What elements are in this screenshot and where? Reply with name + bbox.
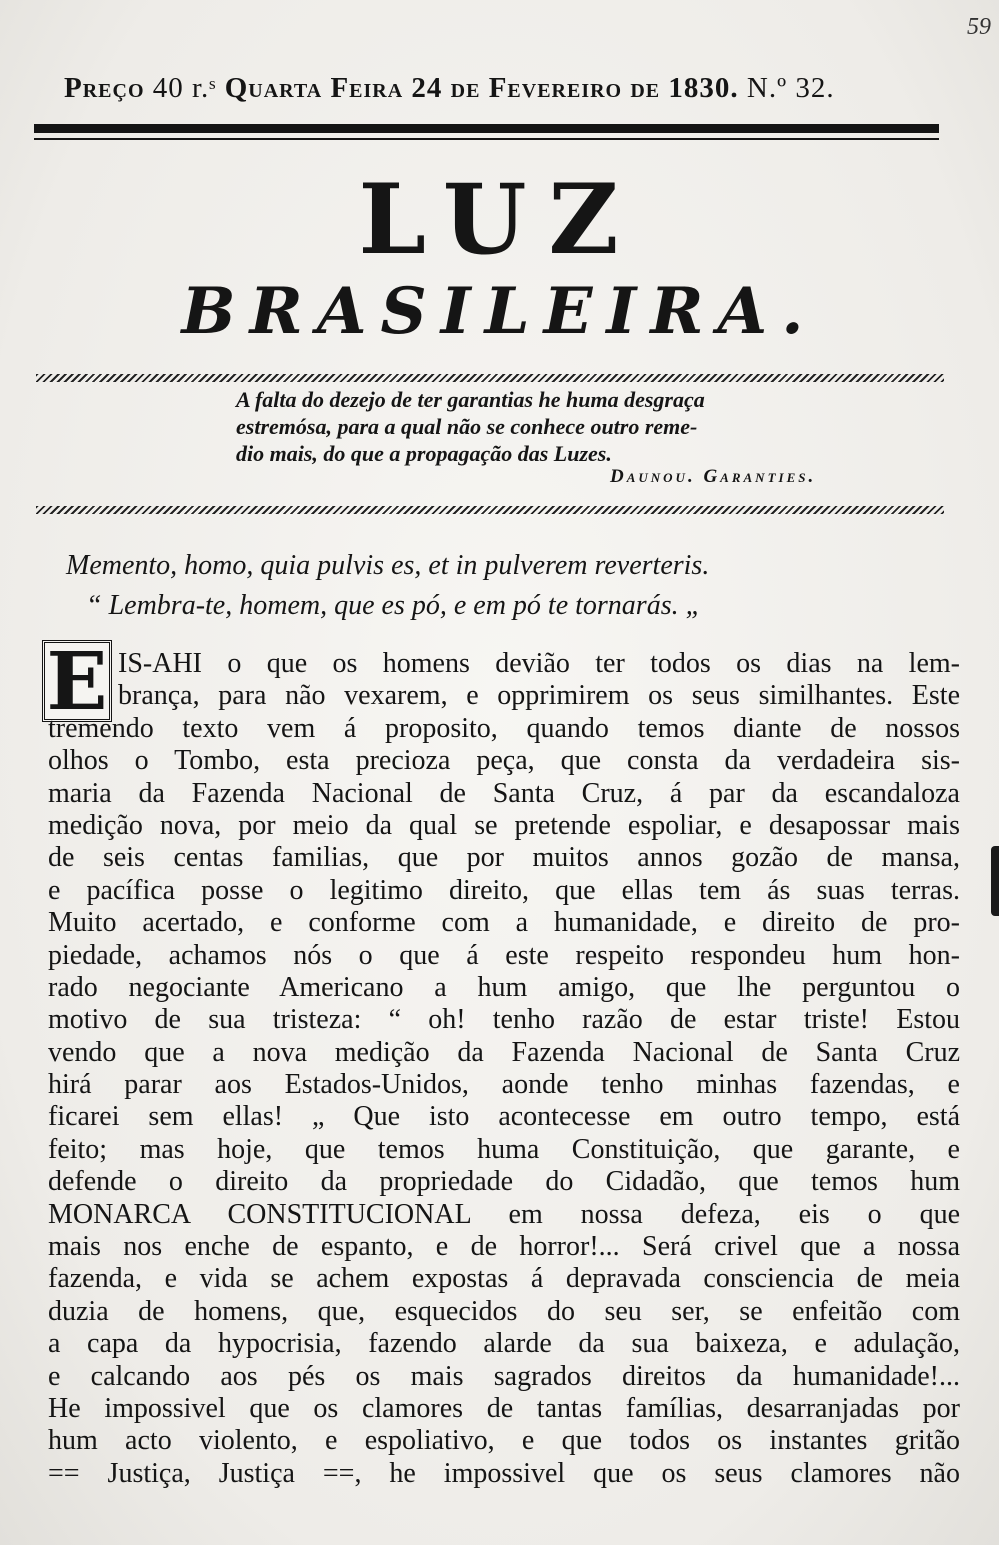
article-line: vendo que a nova medição da Fazenda Nacional de Santa Cruz [48,1036,960,1068]
masthead-title-luz: LUZ [358,163,641,276]
article-dropcap: E [42,640,112,722]
article-line: de seis centas familias, que por muitos annos gozão de mansa, [48,842,960,874]
article-line: e pacífica posse o legitimo direito, que ellas tem ás suas terras. [48,874,960,906]
article-line: duzia de homens, que, esquecidos do seu ser, se enfeitão com [48,1295,960,1327]
epigraph-quote [236,386,876,467]
epigraph-line: A falta do dezejo de ter garantias he huma desgraça [236,387,705,412]
article-line: rado negociante Americano a hum amigo, que lhe perguntou o [48,971,960,1003]
article-line: brança, para não vexarem, e opprimirem os seus similhantes. Este [118,680,960,712]
issue-header-line [64,72,924,105]
article-line: He impossivel que os clamores de tantas famílias, desarranjadas por [48,1392,960,1424]
issue-number: N.º 32. [746,72,835,104]
article-line: medição nova, por meio da qual se pretende espoliar, e desapossar mais [48,809,960,841]
article-line: IS-AHI o que os homens devião ter todos os dias na lem- [118,648,960,679]
motto-latin: Memento, homo, quia pulvis es, et in pulverem reverteris. [66,550,710,581]
article-line: fazenda, e vida se achem expostas á depravada consciencia de meia [48,1263,960,1295]
price-value: 40 r.ˢ [152,72,217,104]
article-line: a capa da hypocrisia, fazendo alarde da sua baixeza, e adulação, [48,1328,960,1360]
header-rule-thick [34,124,939,133]
article-line: hum acto violento, e espoliativo, e que todos os instantes gritão [48,1425,960,1457]
article-line: olhos o Tombo, esta precioza peça, que consta da verdadeira sis- [48,745,960,777]
epigraph-line: estremósa, para a qual não se conhece outro reme- [236,414,698,439]
price-label: Preço [64,72,145,104]
ornamental-rule-bottom [36,506,944,514]
article-motto [50,546,950,626]
article-line: e calcando aos pés os mais sagrados direitos da humanidade!... [48,1360,960,1392]
article-line: mais nos enche de espanto, e de horror!... Será crivel que a nossa [48,1231,960,1263]
article-body [48,648,960,1490]
article-line: MONARCA CONSTITUCIONAL em nossa defeza, eis o que [48,1198,960,1230]
article-line: feito; mas hoje, que temos huma Constituição, que garante, e [48,1133,960,1165]
article-line: hirá parar aos Estados-Unidos, aonde tenho minhas fazendas, e [48,1069,960,1101]
article-line: ficarei sem ellas! „ Que isto acontecesse em outro tempo, está [48,1101,960,1133]
article-line: piedade, achamos nós o que á este respeito respondeu hum hon- [48,939,960,971]
epigraph-attribution: Daunou. Garanties. [610,466,817,487]
masthead-title-brasileira: BRASILEIRA. [181,274,818,349]
ornamental-rule-top [36,374,944,382]
article-line: == Justiça, Justiça ==, he impossivel que os seus clamores não [48,1457,960,1489]
article-line: motivo de sua tristeza: “ oh! tenho razão de estar triste! Estou [48,1004,960,1036]
article-line: maria da Fazenda Nacional de Santa Cruz, á par da escandaloza [48,777,960,809]
article-line: defende o direito da propriedade do Cidadão, que temos hum [48,1166,960,1198]
article-line: tremendo texto vem á proposito, quando temos diante de nossos [48,712,960,744]
motto-portuguese: “ Lembra-te, homem, que es pó, e em pó te tornarás. „ [86,590,702,621]
issue-date: Quarta Feira 24 de Fevereiro de 1830. [224,72,739,104]
article-line: Muito acertado, e conforme com a humanidade, e direito de pro- [48,907,960,939]
page-edge-binding-mark [991,846,999,916]
page-folio-number: 59 [967,14,991,40]
epigraph-line: dio mais, do que a propagação das Luzes. [236,441,612,466]
header-rule-thin [34,138,939,140]
